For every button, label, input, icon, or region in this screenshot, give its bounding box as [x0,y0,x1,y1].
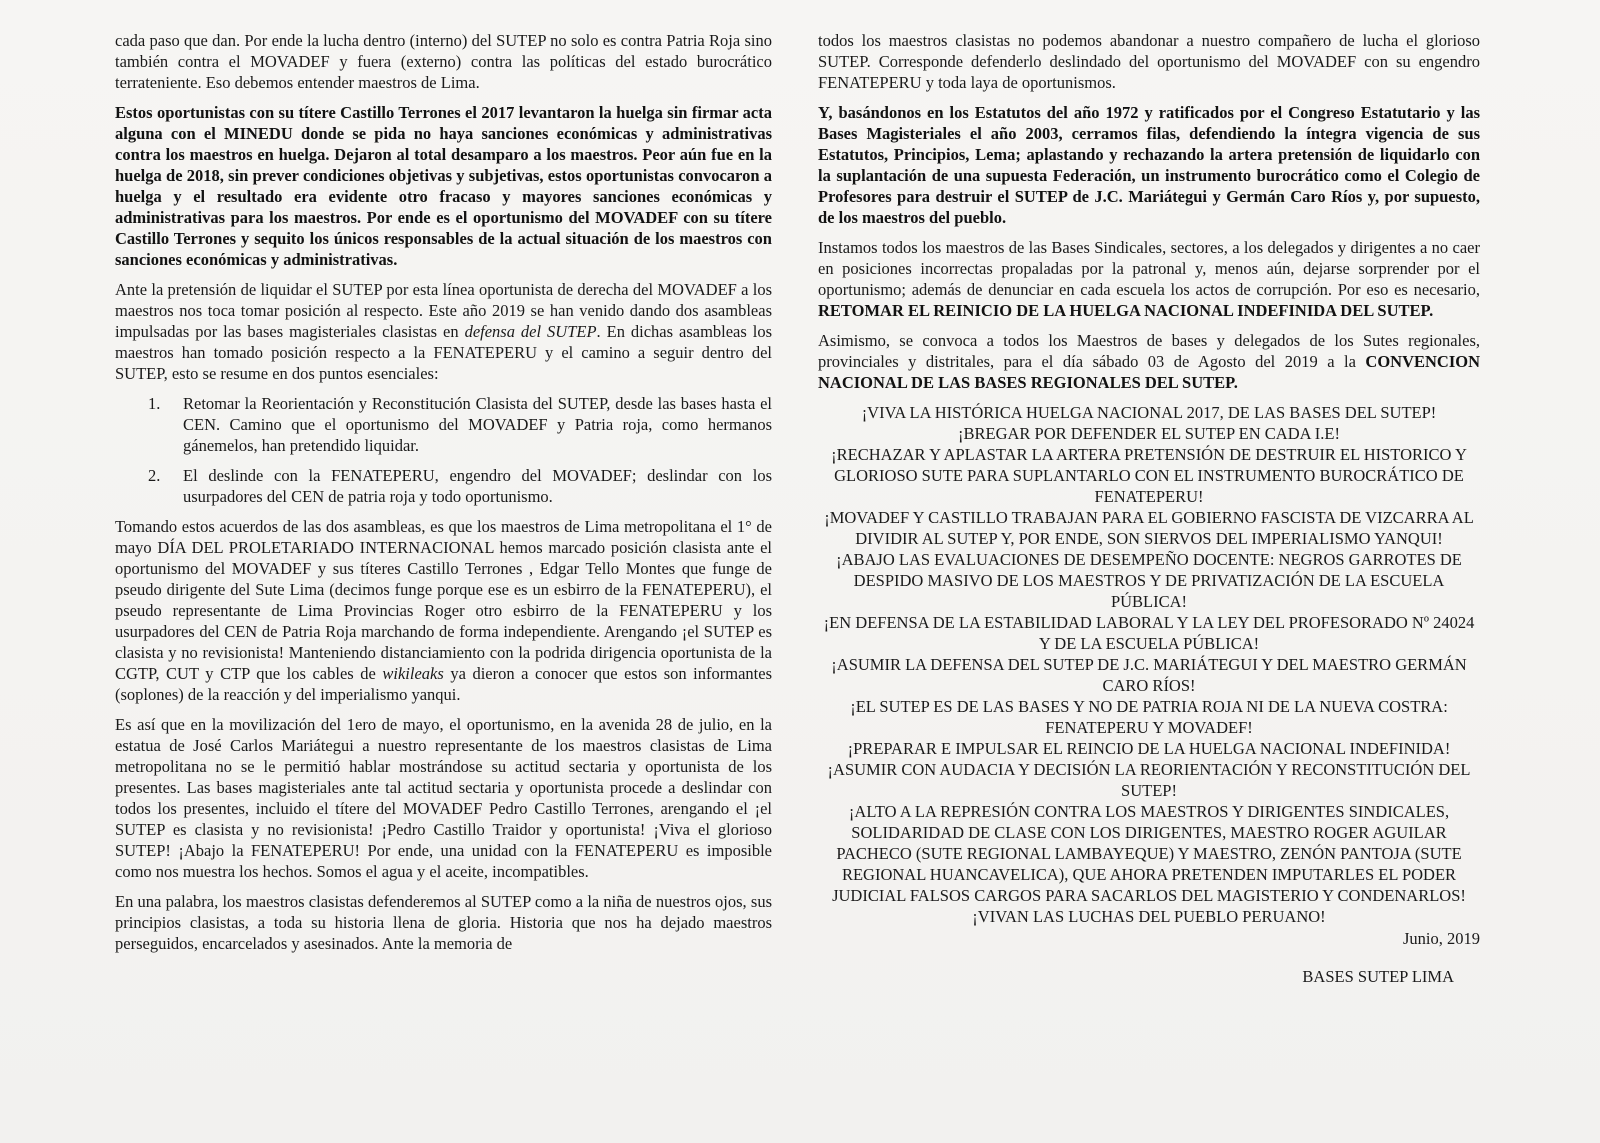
paragraph-continuation: cada paso que dan. Por ende la lucha dentro (interno) del SUTEP no solo es contra Patria Roja sino también contra el MOVADEF y fuera (externo) contra las políticas del estado burocrático terrateniente. Eso debemos entender maestros de Lima. [115,31,772,92]
list-item-text: Retomar la Reorientación y Reconstitución Clasista del SUTEP, desde las bases hasta el CEN. Camino que el oportunismo del MOVADEF y Patria roja, como hermanos gánemelos, han pretendido liquidar. [183,394,772,455]
paragraph-acuerdos [115,516,772,705]
paragraph-en-una-palabra: En una palabra, los maestros clasistas defenderemos al SUTEP como a la niña de nuestros ojos, sus principios clasistas, a toda su historia llena de gloria. Historia que nos ha dejado maestros perseguidos, encarcelados y asesinados. Ante la memoria de [115,892,772,953]
paragraph-continuation-right: todos los maestros clasistas no podemos abandonar a nuestro compañero de lucha el glorioso SUTEP. Corresponde defenderlo deslindado del oportunismo del MOVADEF con su engendro FENATEPERU y toda laya de oportunismos. [818,31,1480,92]
slogan-line: ¡EL SUTEP ES DE LAS BASES Y NO DE PATRIA ROJA NI DE LA NUEVA COSTRA: FENATEPERU Y MOVADEF! [850,697,1448,737]
list-item-number: 1. [148,394,161,413]
paragraph-bold-estatutos: Y, basándonos en los Estatutos del año 1972 y ratificados por el Congreso Estatutario y las Bases Magisteriales el año 2003, cerramos filas, defendiendo la íntegra vigencia de sus Estatutos, Principios, Lema; aplastando y rechazando la artera pretensión de liquidarlo con la suplantación de una supuesta Federación, un instrumento burocrático como el Colegio de Profesores para destruir el SUTEP de J.C. Mariátegui y Germán Caro Ríos y, por supuesto, de los maestros del pueblo. [818,103,1480,227]
bold-phrase-convencion: CONVENCION NACIONAL DE LAS BASES REGIONALES DEL SUTEP. [818,352,1480,392]
right-column [818,30,1480,996]
bold-phrase-retomar: RETOMAR EL REINICIO DE LA HUELGA NACIONAL INDEFINIDA DEL SUTEP. [818,301,1434,320]
paragraph-movilizacion: Es así que en la movilización del 1ero de mayo, el oportunismo, en la avenida 28 de julio, en la estatua de José Carlos Mariátegui a nuestro representante de los maestros clasistas de Lima metropolitana no se le permitió hablar mostrándose su actitud sectaria y oportunista de los presentes. Las bases magisteriales ante tal actitud sectaria y oportunista procede a deslindar con todos los presentes, incluido el títere del MOVADEF Pedro Castillo Terrones, arengando el ¡el SUTEP es clasista y no revisionista! ¡Pedro Castillo Traidor y oportunista! ¡Viva el glorioso SUTEP! ¡Abajo la FENATEPERU! Por ende, una unidad con la FENATEPERU es imposible como nos muestra los hechos. Somos el agua y el aceite, incompatibles. [115,715,772,881]
paragraph-text: ya dieron a conocer que estos son informantes (soplones) de la reacción y del imperialismo yanqui. [115,664,772,704]
italic-phrase: wikileaks [382,664,444,683]
signature-line: BASES SUTEP LIMA [1302,967,1454,986]
paragraph-text: Tomando estos acuerdos de las dos asambleas, es que los maestros de Lima metropolitana el 1° de mayo DÍA DEL PROLETARIADO INTERNACIONAL hemos marcado posición clasista ante el oportunismo del MOVADEF y sus títeres Castillo Terrones , Edgar Tello Montes que funge de pseudo dirigente del Sute Lima (decimos funge porque ese es un esbirro de la FENATEPERU), el pseudo representante de Lima Provincias Roger otro esbirro de la FENATEPERU y los usurpadores del CEN de Patria Roja marchando de forma independiente. Arengando ¡el SUTEP es clasista y no revisionista! Manteniendo distanciamiento con la podrida dirigencia oportunista de la CGTP, CUT y CTP que los cables de [115,517,772,683]
slogan-line: ¡RECHAZAR Y APLASTAR LA ARTERA PRETENSIÓN DE DESTRUIR EL HISTORICO Y GLORIOSO SUTE PARA SUPLANTARLO CON EL INSTRUMENTO BUROCRÁTICO DE FENATEPERU! [831,445,1467,506]
paragraph-text: Asimismo, se convoca a todos los Maestros de bases y delegados de los Sutes regionales, provinciales y distritales, para el día sábado 03 de Agosto del 2019 a la [818,331,1480,371]
list-item [115,393,772,456]
slogan-line: ¡BREGAR POR DEFENDER EL SUTEP EN CADA I.E! [958,424,1340,443]
slogan-line: ¡ABAJO LAS EVALUACIONES DE DESEMPEÑO DOCENTE: NEGROS GARROTES DE DESPIDO MASIVO DE LOS MAESTROS Y DE PRIVATIZACIÓN DE LA ESCUELA PÚBLICA! [836,550,1462,611]
slogan-line: ¡ASUMIR CON AUDACIA Y DECISIÓN LA REORIENTACIÓN Y RECONSTITUCIÓN DEL SUTEP! [827,760,1471,800]
left-column [115,30,772,963]
paragraph-text: Ante la pretensión de liquidar el SUTEP por esta línea oportunista de derecha del MOVADEF a los maestros nos toca tomar posición al respecto. Este año 2019 se han venido dando dos asambleas impulsadas por las bases magisteriales clasistas en [115,280,772,341]
slogan-line: ¡VIVAN LAS LUCHAS DEL PUEBLO PERUANO! [972,907,1326,926]
date-line: Junio, 2019 [1402,929,1480,948]
slogan-line: ¡VIVA LA HISTÓRICA HUELGA NACIONAL 2017, DE LAS BASES DEL SUTEP! [861,403,1437,422]
slogan-line: ¡PREPARAR E IMPULSAR EL REINCIO DE LA HUELGA NACIONAL INDEFINIDA! [847,739,1451,758]
italic-phrase: defensa del SUTEP [464,322,597,341]
slogan-line: ¡ALTO A LA REPRESIÓN CONTRA LOS MAESTROS Y DIRIGENTES SINDICALES, SOLIDARIDAD DE CLASE CON LOS DIRIGENTES, MAESTRO ROGER AGUILAR PACHECO (SUTE REGIONAL LAMBAYEQUE) Y MAESTRO, ZENÓN PANTOJA (SUTE REGIONAL HUANCAVELICA), QUE AHORA PRETENDEN IMPUTARLES EL PODER JUDICIAL FALSOS CARGOS PARA SACARLOS DEL MAGISTERIO Y CONDENARLOS! [832,802,1466,905]
list-item-number: 2. [148,466,161,485]
list-item-text: El deslinde con la FENATEPERU, engendro del MOVADEF; deslindar con los usurpadores del CEN de patria roja y todo oportunismo. [183,466,772,506]
paragraph-text: Instamos todos los maestros de las Bases Sindicales, sectores, a los delegados y dirigentes a no caer en posiciones incorrectas propaladas por la patronal y, menos aún, dejarse sorprender por el oportunismo; además de denunciar en cada escuela los actos de corrupción. Por eso es necesario, [818,238,1480,299]
paragraph-text: . En dichas asambleas los maestros han tomado posición respecto a la FENATEPERU y el camino a seguir dentro del SUTEP, esto se resume en dos puntos esenciales: [115,322,773,383]
slogan-line: ¡ASUMIR LA DEFENSA DEL SUTEP DE J.C. MARIÁTEGUI Y DEL MAESTRO GERMÁN CARO RÍOS! [831,655,1467,695]
paragraph-instamos [818,237,1480,321]
slogan-line: ¡MOVADEF Y CASTILLO TRABAJAN PARA EL GOBIERNO FASCISTA DE VIZCARRA AL DIVIDIR AL SUTEP Y, POR ENDE, SON SIERVOS DEL IMPERIALISMO YANQUI! [824,508,1474,548]
ordered-list [115,393,772,507]
paragraph-pretension [115,279,772,384]
list-item [115,465,772,507]
paragraph-bold-huelga: Estos oportunistas con su títere Castillo Terrones el 2017 levantaron la huelga sin firmar acta alguna con el MINEDU donde se pida no haya sanciones económicas y administrativas contra los maestros en huelga. Dejaron al total desamparo a los maestros. Peor aún fue en la huelga de 2018, sin prever condiciones objetivas y subjetivas, estos oportunistas convocaron a huelga y el resultado era evidente otro fracaso y mayores sanciones económicas y administrativas para los maestros. Por ende es el oportunismo del MOVADEF con su títere Castillo Terrones y sequito los únicos responsables de la actual situación de los maestros con sanciones económicas y administrativas. [115,103,772,269]
slogans-block [818,402,1480,927]
paragraph-convocatoria [818,330,1480,393]
slogan-line: ¡EN DEFENSA DE LA ESTABILIDAD LABORAL Y LA LEY DEL PROFESORADO Nº 24024 Y DE LA ESCUELA PÚBLICA! [823,613,1475,653]
